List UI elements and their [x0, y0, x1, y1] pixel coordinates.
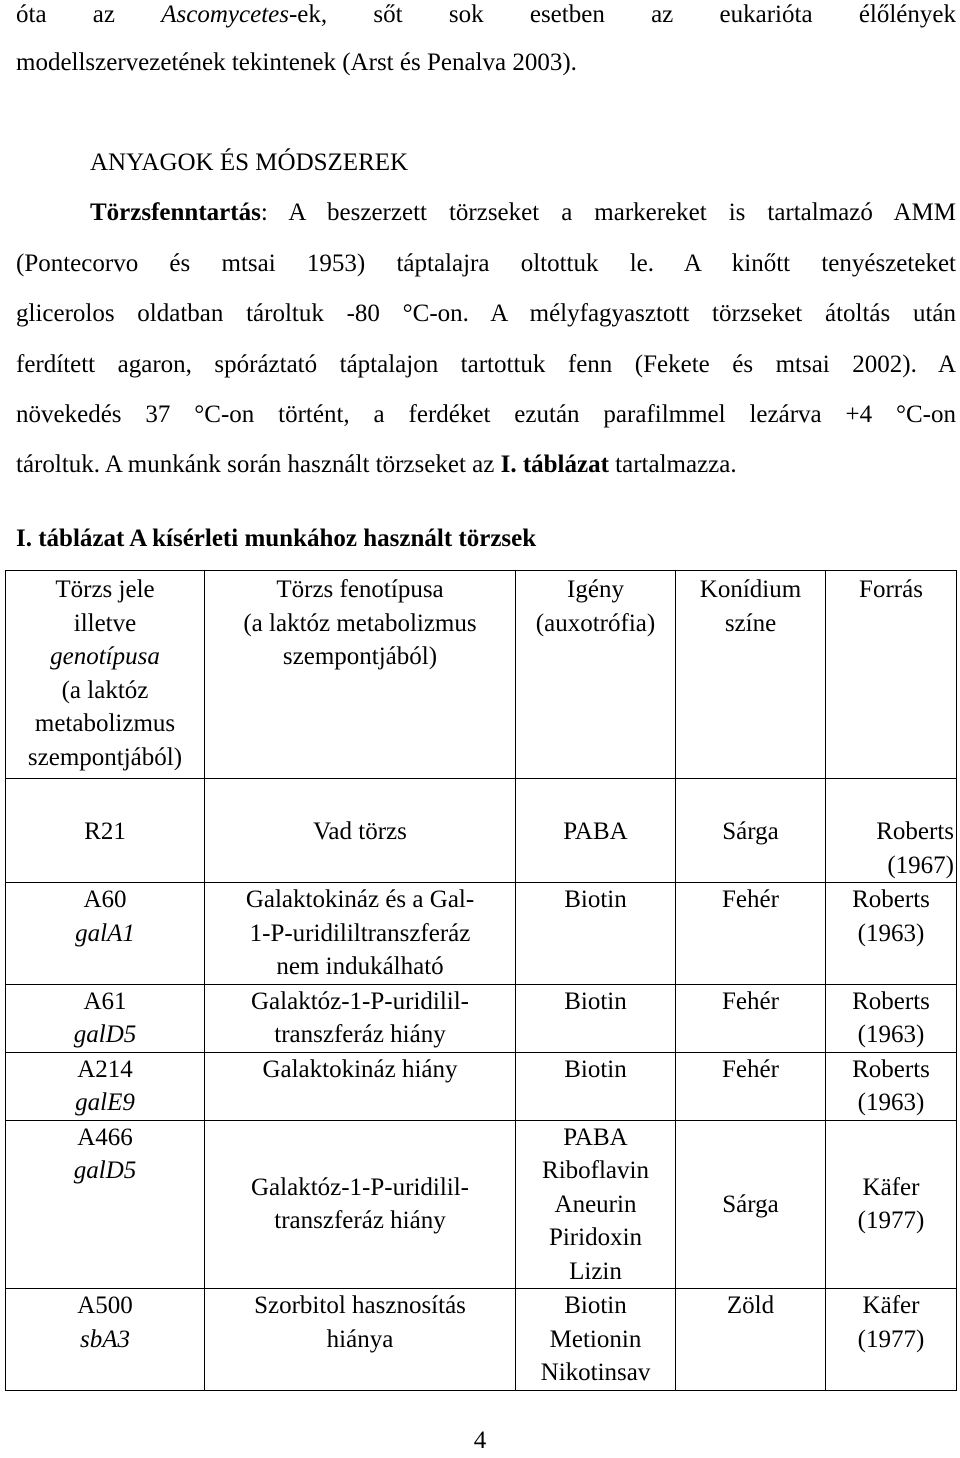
source-cell: Roberts (1963) — [826, 1052, 957, 1120]
table-header-row — [6, 571, 957, 779]
conidium-color-cell: Zöld — [676, 1289, 826, 1391]
requirement-cell: PABA Riboflavin Aneurin Piridoxin Lizin — [516, 1120, 676, 1289]
table-row — [6, 779, 957, 883]
taxon-name: Ascomycetes — [161, 1, 289, 28]
conidium-color-cell: Sárga — [676, 779, 826, 883]
phenotype-cell: Szorbitol hasznosítás hiánya — [205, 1289, 516, 1391]
conidium-color-cell: Fehér — [676, 984, 826, 1052]
strain-id-cell: A61 galD5 — [6, 984, 205, 1052]
methods-label: Törzsfenntartás — [90, 199, 261, 226]
header-source: Forrás — [826, 571, 957, 779]
page-number: 4 — [473, 1427, 487, 1454]
table-ref: I. táblázat — [500, 451, 609, 478]
intro-line-1: óta az Ascomycetes-ek, sőt sok esetben az eukarióta élőlények — [16, 1, 956, 28]
section-title: ANYAGOK ÉS MÓDSZEREK — [90, 149, 409, 176]
table-row — [6, 883, 957, 985]
table-row — [6, 1052, 957, 1120]
strain-id-cell: A214 galE9 — [6, 1052, 205, 1120]
strain-id-cell: R21 — [6, 779, 205, 883]
strain-id-cell: A60 galA1 — [6, 883, 205, 985]
methods-line-5: növekedés 37 °C-on történt, a ferdéket ezután parafilmmel lezárva +4 °C-on — [16, 401, 956, 428]
phenotype-cell: Galaktokináz hiány — [205, 1052, 516, 1120]
source-cell: Käfer (1977) — [826, 1289, 957, 1391]
methods-line-6: tároltuk. A munkánk során használt törzseket az I. táblázat tartalmazza. — [16, 451, 737, 478]
requirement-cell: Biotin — [516, 883, 676, 985]
conidium-color-cell: Fehér — [676, 1052, 826, 1120]
methods-line-1: Törzsfenntartás: A beszerzett törzseket a markereket is tartalmazó AMM — [90, 199, 956, 226]
table-caption: I. táblázat A kísérleti munkához használt törzsek — [16, 525, 537, 552]
methods-line-4: ferdített agaron, spóráztató táptalajon tartottuk fenn (Fekete és mtsai 2002). A — [16, 351, 956, 378]
requirement-cell: Biotin — [516, 1052, 676, 1120]
source-cell: Käfer (1977) — [826, 1120, 957, 1289]
requirement-cell: PABA — [516, 779, 676, 883]
table-row — [6, 1289, 957, 1391]
intro-line-2: modellszervezetének tekintenek (Arst és Penalva 2003). — [16, 49, 577, 76]
phenotype-cell: Galaktokináz és a Gal- 1-P-uridililtranszferáz nem indukálható — [205, 883, 516, 985]
header-phenotype: Törzs fenotípusa (a laktóz metabolizmus szempontjából) — [205, 571, 516, 779]
header-requirement: Igény (auxotrófia) — [516, 571, 676, 779]
phenotype-cell: Vad törzs — [205, 779, 516, 883]
requirement-cell: Biotin — [516, 984, 676, 1052]
source-cell: Roberts (1967) — [826, 779, 957, 883]
methods-line-3: glicerolos oldatban tároltuk -80 °C-on. A mélyfagyasztott törzseket átoltás után — [16, 300, 956, 327]
header-conidium-color: Konídium színe — [676, 571, 826, 779]
conidium-color-cell: Fehér — [676, 883, 826, 985]
phenotype-cell: Galaktóz-1-P-uridilil- transzferáz hiány — [205, 984, 516, 1052]
conidium-color-cell: Sárga — [676, 1120, 826, 1289]
phenotype-cell: Galaktóz-1-P-uridilil- transzferáz hiány — [205, 1120, 516, 1289]
methods-line-2: (Pontecorvo és mtsai 1953) táptalajra oltottuk le. A kinőtt tenyészeteket — [16, 250, 956, 277]
header-strain-id: Törzs jele illetve genotípusa (a laktóz metabolizmus szempontjából) — [6, 571, 205, 779]
requirement-cell: Biotin Metionin Nikotinsav — [516, 1289, 676, 1391]
strain-id-cell: A500 sbA3 — [6, 1289, 205, 1391]
source-cell: Roberts (1963) — [826, 984, 957, 1052]
table-row — [6, 1120, 957, 1289]
strain-table — [5, 570, 957, 1391]
strain-id-cell: A466 galD5 — [6, 1120, 205, 1289]
source-cell: Roberts (1963) — [826, 883, 957, 985]
table-row — [6, 984, 957, 1052]
